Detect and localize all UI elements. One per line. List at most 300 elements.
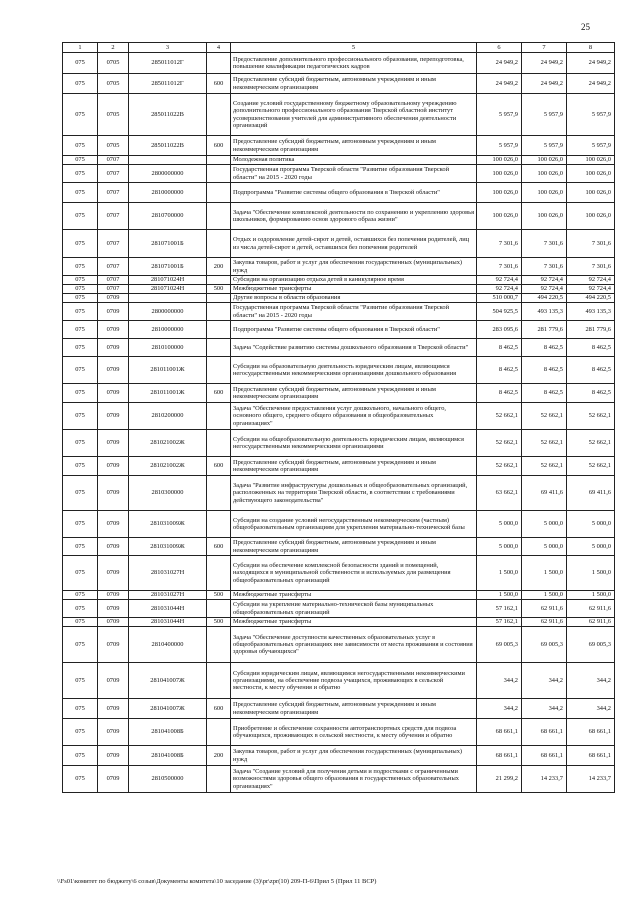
cell-amount-3: 92 724,4: [567, 285, 615, 294]
cell-description: Субсидии на общеобразовательную деятельность юридическим лицам, являющимся негосударственными некоммерческими организациями: [231, 430, 477, 457]
cell-target-article: 2810400000: [129, 627, 207, 663]
cell-target-article: 285011022В: [129, 94, 207, 136]
cell-amount-1: 52 662,1: [477, 457, 522, 476]
cell-amount-1: 8 462,5: [477, 357, 522, 384]
file-path-footer: \\Fs01\комитет по бюджету\6 созыв\Документы комитета\10 заседание (3)\pr\zpr(10) 209-П-6\Прил 5 (Прил 11 ВСР): [57, 878, 377, 885]
cell-amount-2: 7 301,6: [522, 258, 567, 276]
cell-amount-3: 52 662,1: [567, 403, 615, 430]
cell-description: Межбюджетные трансферты: [231, 285, 477, 294]
cell-amount-1: 5 957,9: [477, 136, 522, 156]
cell-section: 0709: [98, 719, 129, 746]
cell-amount-3: 5 000,0: [567, 538, 615, 556]
table-row: [63, 74, 615, 94]
cell-target-article: 2810000000: [129, 183, 207, 203]
cell-amount-3: 5 957,9: [567, 94, 615, 136]
cell-target-article: 2810100000: [129, 339, 207, 357]
cell-amount-2: 494 220,5: [522, 294, 567, 303]
cell-target-article: 281031009Ж: [129, 511, 207, 538]
cell-amount-2: 52 662,1: [522, 457, 567, 476]
cell-description: Субсидии на образовательную деятельность юридическим лицам, являющимся негосударственными некоммерческими организациями дошкольного образования: [231, 357, 477, 384]
cell-ministry: 075: [63, 74, 98, 94]
cell-expense-type: [207, 339, 231, 357]
cell-description: Субсидии на организацию отдыха детей в каникулярное время: [231, 276, 477, 285]
table-row: [63, 511, 615, 538]
cell-amount-1: 100 026,0: [477, 203, 522, 230]
cell-amount-3: 8 462,5: [567, 357, 615, 384]
cell-ministry: 075: [63, 156, 98, 165]
cell-amount-2: 1 500,0: [522, 591, 567, 600]
cell-amount-2: 92 724,4: [522, 276, 567, 285]
cell-section: 0707: [98, 276, 129, 285]
cell-expense-type: [207, 183, 231, 203]
cell-amount-2: 14 233,7: [522, 766, 567, 793]
cell-description: Другие вопросы в области образования: [231, 294, 477, 303]
table-row: [63, 699, 615, 719]
cell-amount-2: 344,2: [522, 699, 567, 719]
cell-amount-3: 1 500,0: [567, 591, 615, 600]
cell-section: 0709: [98, 403, 129, 430]
cell-section: 0709: [98, 766, 129, 793]
cell-amount-3: 7 301,6: [567, 258, 615, 276]
table-row: [63, 156, 615, 165]
cell-target-article: 2800000000: [129, 303, 207, 321]
cell-expense-type: 600: [207, 74, 231, 94]
cell-section: 0709: [98, 511, 129, 538]
cell-amount-2: 8 462,5: [522, 357, 567, 384]
cell-amount-3: 7 301,6: [567, 230, 615, 258]
cell-description: Предоставление дополнительного профессионального образования, переподготовка, повышение квалификации педагогических кадров: [231, 53, 477, 74]
cell-amount-2: 62 911,6: [522, 618, 567, 627]
table-row: [63, 457, 615, 476]
cell-ministry: 075: [63, 258, 98, 276]
cell-expense-type: [207, 627, 231, 663]
cell-amount-1: 344,2: [477, 663, 522, 699]
cell-expense-type: [207, 556, 231, 591]
table-row: [63, 165, 615, 183]
cell-description: Предоставление субсидий бюджетным, автономным учреждениям и иным некоммерческим организациям: [231, 74, 477, 94]
cell-target-article: 281071024Н: [129, 276, 207, 285]
cell-section: 0705: [98, 136, 129, 156]
cell-target-article: 281031044Н: [129, 618, 207, 627]
cell-amount-3: 8 462,5: [567, 384, 615, 403]
cell-expense-type: [207, 511, 231, 538]
cell-amount-1: 7 301,6: [477, 258, 522, 276]
cell-amount-3: 8 462,5: [567, 339, 615, 357]
cell-ministry: 075: [63, 230, 98, 258]
cell-amount-1: 57 162,1: [477, 600, 522, 618]
cell-amount-2: 100 026,0: [522, 203, 567, 230]
cell-expense-type: 600: [207, 538, 231, 556]
cell-expense-type: 500: [207, 285, 231, 294]
cell-target-article: 281071001Б: [129, 230, 207, 258]
cell-description: Предоставление субсидий бюджетным, автономным учреждениям и иным некоммерческим организациям: [231, 538, 477, 556]
cell-expense-type: [207, 94, 231, 136]
cell-amount-2: 5 957,9: [522, 94, 567, 136]
cell-description: Задача "Обеспечение комплексной деятельности по сохранению и укреплению здоровья школьников, формированию основ здорового образа жизни": [231, 203, 477, 230]
cell-amount-3: 100 026,0: [567, 203, 615, 230]
cell-expense-type: 600: [207, 136, 231, 156]
cell-expense-type: 600: [207, 384, 231, 403]
cell-target-article: 2810300000: [129, 476, 207, 511]
cell-section: 0709: [98, 430, 129, 457]
cell-section: 0709: [98, 303, 129, 321]
table-row: [63, 230, 615, 258]
cell-amount-2: 68 661,1: [522, 746, 567, 766]
table-row: [63, 591, 615, 600]
table-row: [63, 766, 615, 793]
cell-expense-type: [207, 230, 231, 258]
table-row: [63, 357, 615, 384]
cell-ministry: 075: [63, 746, 98, 766]
cell-amount-3: 1 500,0: [567, 556, 615, 591]
cell-target-article: 281011001Ж: [129, 384, 207, 403]
cell-amount-3: 493 135,3: [567, 303, 615, 321]
table-row: [63, 339, 615, 357]
cell-amount-1: 7 301,6: [477, 230, 522, 258]
cell-target-article: 281071024Н: [129, 285, 207, 294]
cell-expense-type: [207, 294, 231, 303]
table-row: [63, 430, 615, 457]
table-row: [63, 183, 615, 203]
cell-ministry: 075: [63, 203, 98, 230]
header-cell: 7: [522, 43, 567, 53]
cell-ministry: 075: [63, 357, 98, 384]
cell-amount-2: 7 301,6: [522, 230, 567, 258]
table-row: [63, 53, 615, 74]
cell-ministry: 075: [63, 591, 98, 600]
cell-target-article: 281021002Ж: [129, 457, 207, 476]
cell-description: Субсидии на создание условий негосударственным некоммерческим (частным) общеобразовательным организациям для укрепления материально-технической базы: [231, 511, 477, 538]
cell-amount-2: 24 949,2: [522, 74, 567, 94]
cell-description: Государственная программа Тверской области "Развитие образования Тверской области" на 2015 - 2020 годы: [231, 303, 477, 321]
cell-description: Межбюджетные трансферты: [231, 618, 477, 627]
cell-description: Государственная программа Тверской области "Развитие образования Тверской области" на 2015 - 2020 годы: [231, 165, 477, 183]
cell-description: Подпрограмма "Развитие системы общего образования в Тверской области": [231, 183, 477, 203]
cell-amount-1: 8 462,5: [477, 339, 522, 357]
cell-description: Отдых и оздоровление детей-сирот и детей, оставшихся без попечения родителей, лиц из числа детей-сирот и детей, оставшихся без попечения родителей: [231, 230, 477, 258]
header-cell: 6: [477, 43, 522, 53]
cell-amount-3: 62 911,6: [567, 600, 615, 618]
cell-amount-1: 5 000,0: [477, 511, 522, 538]
cell-target-article: [129, 156, 207, 165]
cell-amount-3: 92 724,4: [567, 276, 615, 285]
cell-amount-2: 24 949,2: [522, 53, 567, 74]
table-row: [63, 321, 615, 339]
cell-description: Межбюджетные трансферты: [231, 591, 477, 600]
cell-ministry: 075: [63, 403, 98, 430]
cell-section: 0707: [98, 230, 129, 258]
cell-description: Создание условий государственному бюджетному образовательному учреждению дополнительного профессионального образования Тверской областной институт усовершенствования учителей для административного обеспечения деятельности организаций: [231, 94, 477, 136]
cell-ministry: 075: [63, 339, 98, 357]
cell-description: Предоставление субсидий бюджетным, автономным учреждениям и иным некоммерческим организациям: [231, 384, 477, 403]
cell-section: 0709: [98, 663, 129, 699]
cell-target-article: 281041008Б: [129, 746, 207, 766]
table-row: [63, 276, 615, 285]
cell-section: 0707: [98, 165, 129, 183]
cell-amount-1: 69 005,3: [477, 627, 522, 663]
cell-description: Приобретение и обеспечение сохранности автотранспортных средств для подвоза обучающихся, проживающих в сельской местности, к месту обучения и обратно: [231, 719, 477, 746]
cell-section: 0709: [98, 384, 129, 403]
cell-target-article: 281031009Ж: [129, 538, 207, 556]
cell-amount-2: 5 957,9: [522, 136, 567, 156]
cell-section: 0709: [98, 339, 129, 357]
cell-amount-1: 24 949,2: [477, 74, 522, 94]
cell-expense-type: 600: [207, 457, 231, 476]
cell-amount-2: 92 724,4: [522, 285, 567, 294]
cell-section: 0705: [98, 74, 129, 94]
cell-amount-3: 344,2: [567, 699, 615, 719]
cell-amount-3: 24 949,2: [567, 53, 615, 74]
cell-expense-type: 500: [207, 618, 231, 627]
cell-amount-2: 100 026,0: [522, 156, 567, 165]
cell-section: 0709: [98, 556, 129, 591]
cell-expense-type: [207, 719, 231, 746]
cell-ministry: 075: [63, 321, 98, 339]
cell-description: Субсидии юридическим лицам, являющимся негосударственными некоммерческими организациями, на обеспечение подвоза учащихся, проживающих в сельской местности, к месту обучения и обратно: [231, 663, 477, 699]
table-row: [63, 303, 615, 321]
cell-amount-3: 52 662,1: [567, 457, 615, 476]
page-number: 25: [581, 22, 590, 32]
cell-amount-1: 52 662,1: [477, 403, 522, 430]
cell-section: 0707: [98, 156, 129, 165]
cell-amount-3: 69 005,3: [567, 627, 615, 663]
table-row: [63, 203, 615, 230]
table-row: [63, 556, 615, 591]
cell-amount-3: 100 026,0: [567, 183, 615, 203]
cell-description: Субсидии на обеспечение комплексной безопасности зданий и помещений, находящихся в муниципальной собственности и используемых для размещения общеобразовательных организаций: [231, 556, 477, 591]
cell-amount-2: 69 005,3: [522, 627, 567, 663]
cell-target-article: 285011012Г: [129, 74, 207, 94]
cell-ministry: 075: [63, 766, 98, 793]
cell-description: Предоставление субсидий бюджетным, автономным учреждениям и иным некоммерческим организациям: [231, 457, 477, 476]
cell-amount-1: 100 026,0: [477, 156, 522, 165]
cell-section: 0709: [98, 618, 129, 627]
cell-amount-2: 5 000,0: [522, 511, 567, 538]
table-row: [63, 618, 615, 627]
cell-description: Задача "Обеспечение доступности качественных образовательных услуг в общеобразовательных организациях вне зависимости от места проживания и состояния здоровья обучающихся": [231, 627, 477, 663]
header-cell: 4: [207, 43, 231, 53]
cell-amount-2: 8 462,5: [522, 384, 567, 403]
cell-amount-1: 92 724,4: [477, 276, 522, 285]
cell-amount-2: 281 779,6: [522, 321, 567, 339]
cell-description: Субсидии на укрепление материально-технической базы муниципальных общеобразовательных организаций: [231, 600, 477, 618]
table-row: [63, 94, 615, 136]
table-row: [63, 476, 615, 511]
cell-target-article: 281041007Ж: [129, 663, 207, 699]
cell-ministry: 075: [63, 600, 98, 618]
cell-amount-2: 52 662,1: [522, 430, 567, 457]
cell-ministry: 075: [63, 276, 98, 285]
cell-amount-3: 281 779,6: [567, 321, 615, 339]
table-row: [63, 136, 615, 156]
table-header-row: [63, 43, 615, 53]
cell-section: 0709: [98, 294, 129, 303]
header-cell: 5: [231, 43, 477, 53]
cell-description: Молодежная политика: [231, 156, 477, 165]
cell-target-article: 285011022В: [129, 136, 207, 156]
cell-target-article: 281031027Н: [129, 591, 207, 600]
cell-amount-1: 510 000,7: [477, 294, 522, 303]
cell-section: 0707: [98, 258, 129, 276]
cell-ministry: 075: [63, 476, 98, 511]
table-row: [63, 294, 615, 303]
cell-amount-2: 1 500,0: [522, 556, 567, 591]
table-row: [63, 719, 615, 746]
cell-amount-2: 100 026,0: [522, 165, 567, 183]
header-cell: 8: [567, 43, 615, 53]
table-row: [63, 600, 615, 618]
cell-ministry: 075: [63, 303, 98, 321]
cell-amount-3: 68 661,1: [567, 746, 615, 766]
cell-ministry: 075: [63, 699, 98, 719]
cell-amount-1: 21 299,2: [477, 766, 522, 793]
cell-expense-type: [207, 766, 231, 793]
cell-ministry: 075: [63, 556, 98, 591]
cell-target-article: 281031027Н: [129, 556, 207, 591]
cell-amount-2: 5 000,0: [522, 538, 567, 556]
cell-section: 0709: [98, 457, 129, 476]
cell-target-article: 281071001Б: [129, 258, 207, 276]
cell-amount-3: 62 911,6: [567, 618, 615, 627]
cell-amount-2: 62 911,6: [522, 600, 567, 618]
budget-table: [62, 42, 615, 793]
cell-target-article: 2810700000: [129, 203, 207, 230]
table-row: [63, 746, 615, 766]
cell-expense-type: [207, 303, 231, 321]
cell-section: 0705: [98, 53, 129, 74]
cell-amount-1: 504 925,5: [477, 303, 522, 321]
table-row: [63, 627, 615, 663]
table-row: [63, 384, 615, 403]
cell-section: 0709: [98, 600, 129, 618]
cell-section: 0705: [98, 94, 129, 136]
cell-target-article: 281041007Ж: [129, 699, 207, 719]
table-row: [63, 403, 615, 430]
cell-expense-type: 500: [207, 591, 231, 600]
table-row: [63, 538, 615, 556]
cell-amount-2: 344,2: [522, 663, 567, 699]
cell-amount-1: 344,2: [477, 699, 522, 719]
cell-expense-type: [207, 321, 231, 339]
cell-expense-type: [207, 357, 231, 384]
cell-section: 0709: [98, 591, 129, 600]
cell-amount-3: 100 026,0: [567, 156, 615, 165]
cell-amount-2: 100 026,0: [522, 183, 567, 203]
cell-amount-2: 69 411,6: [522, 476, 567, 511]
cell-ministry: 075: [63, 285, 98, 294]
cell-expense-type: [207, 203, 231, 230]
table-row: [63, 663, 615, 699]
cell-ministry: 075: [63, 627, 98, 663]
cell-section: 0709: [98, 699, 129, 719]
cell-section: 0709: [98, 746, 129, 766]
cell-amount-1: 68 661,1: [477, 746, 522, 766]
cell-amount-3: 68 661,1: [567, 719, 615, 746]
cell-amount-1: 5 000,0: [477, 538, 522, 556]
cell-amount-3: 494 220,5: [567, 294, 615, 303]
cell-amount-1: 283 095,6: [477, 321, 522, 339]
cell-expense-type: [207, 53, 231, 74]
cell-section: 0709: [98, 321, 129, 339]
cell-amount-1: 100 026,0: [477, 183, 522, 203]
cell-ministry: 075: [63, 165, 98, 183]
cell-amount-3: 5 957,9: [567, 136, 615, 156]
cell-amount-1: 1 500,0: [477, 591, 522, 600]
cell-ministry: 075: [63, 294, 98, 303]
cell-ministry: 075: [63, 94, 98, 136]
cell-expense-type: [207, 600, 231, 618]
cell-description: Закупка товаров, работ и услуг для обеспечения государственных (муниципальных) нужд: [231, 258, 477, 276]
cell-amount-2: 493 135,3: [522, 303, 567, 321]
cell-expense-type: [207, 403, 231, 430]
cell-target-article: 281031044Н: [129, 600, 207, 618]
cell-amount-1: 63 662,1: [477, 476, 522, 511]
cell-target-article: 2810200000: [129, 403, 207, 430]
cell-target-article: 2800000000: [129, 165, 207, 183]
cell-target-article: 281041008Б: [129, 719, 207, 746]
cell-amount-3: 344,2: [567, 663, 615, 699]
cell-section: 0707: [98, 183, 129, 203]
cell-amount-1: 1 500,0: [477, 556, 522, 591]
cell-expense-type: [207, 156, 231, 165]
cell-ministry: 075: [63, 384, 98, 403]
cell-ministry: 075: [63, 618, 98, 627]
cell-ministry: 075: [63, 511, 98, 538]
header-cell: 3: [129, 43, 207, 53]
cell-amount-2: 68 661,1: [522, 719, 567, 746]
cell-description: Подпрограмма "Развитие системы общего образования в Тверской области": [231, 321, 477, 339]
cell-amount-3: 69 411,6: [567, 476, 615, 511]
cell-description: Задача "Создание условий для получения детьми и подростками с ограниченными возможностями здоровья общего образования в государственных образовательных организациях": [231, 766, 477, 793]
cell-section: 0709: [98, 357, 129, 384]
cell-ministry: 075: [63, 538, 98, 556]
cell-description: Предоставление субсидий бюджетным, автономным учреждениям и иным некоммерческим организациям: [231, 136, 477, 156]
cell-expense-type: [207, 476, 231, 511]
cell-target-article: 285011012Г: [129, 53, 207, 74]
cell-target-article: 2810500000: [129, 766, 207, 793]
cell-description: Задача "Обеспечение предоставления услуг дошкольного, начального общего, основного общего, среднего общего образования в общеобразовательных организациях": [231, 403, 477, 430]
cell-amount-3: 52 662,1: [567, 430, 615, 457]
cell-amount-1: 92 724,4: [477, 285, 522, 294]
header-cell: 2: [98, 43, 129, 53]
cell-ministry: 075: [63, 457, 98, 476]
cell-amount-1: 8 462,5: [477, 384, 522, 403]
cell-amount-1: 24 949,2: [477, 53, 522, 74]
cell-ministry: 075: [63, 183, 98, 203]
cell-ministry: 075: [63, 663, 98, 699]
cell-amount-1: 52 662,1: [477, 430, 522, 457]
cell-amount-3: 14 233,7: [567, 766, 615, 793]
cell-section: 0709: [98, 476, 129, 511]
cell-section: 0709: [98, 538, 129, 556]
cell-amount-2: 52 662,1: [522, 403, 567, 430]
cell-expense-type: 200: [207, 258, 231, 276]
header-cell: 1: [63, 43, 98, 53]
cell-ministry: 075: [63, 53, 98, 74]
cell-amount-1: 68 661,1: [477, 719, 522, 746]
cell-expense-type: [207, 165, 231, 183]
cell-amount-3: 24 949,2: [567, 74, 615, 94]
table-row: [63, 258, 615, 276]
cell-section: 0707: [98, 285, 129, 294]
cell-description: Задача "Развитие инфраструктуры дошкольных и общеобразовательных организаций, расположенных на территории Тверской области, в соответствии с требованиями действующего законодательства": [231, 476, 477, 511]
cell-expense-type: [207, 663, 231, 699]
cell-expense-type: [207, 430, 231, 457]
cell-description: Предоставление субсидий бюджетным, автономным учреждениям и иным некоммерческим организациям: [231, 699, 477, 719]
cell-target-article: [129, 294, 207, 303]
cell-description: Закупка товаров, работ и услуг для обеспечения государственных (муниципальных) нужд: [231, 746, 477, 766]
cell-amount-2: 8 462,5: [522, 339, 567, 357]
